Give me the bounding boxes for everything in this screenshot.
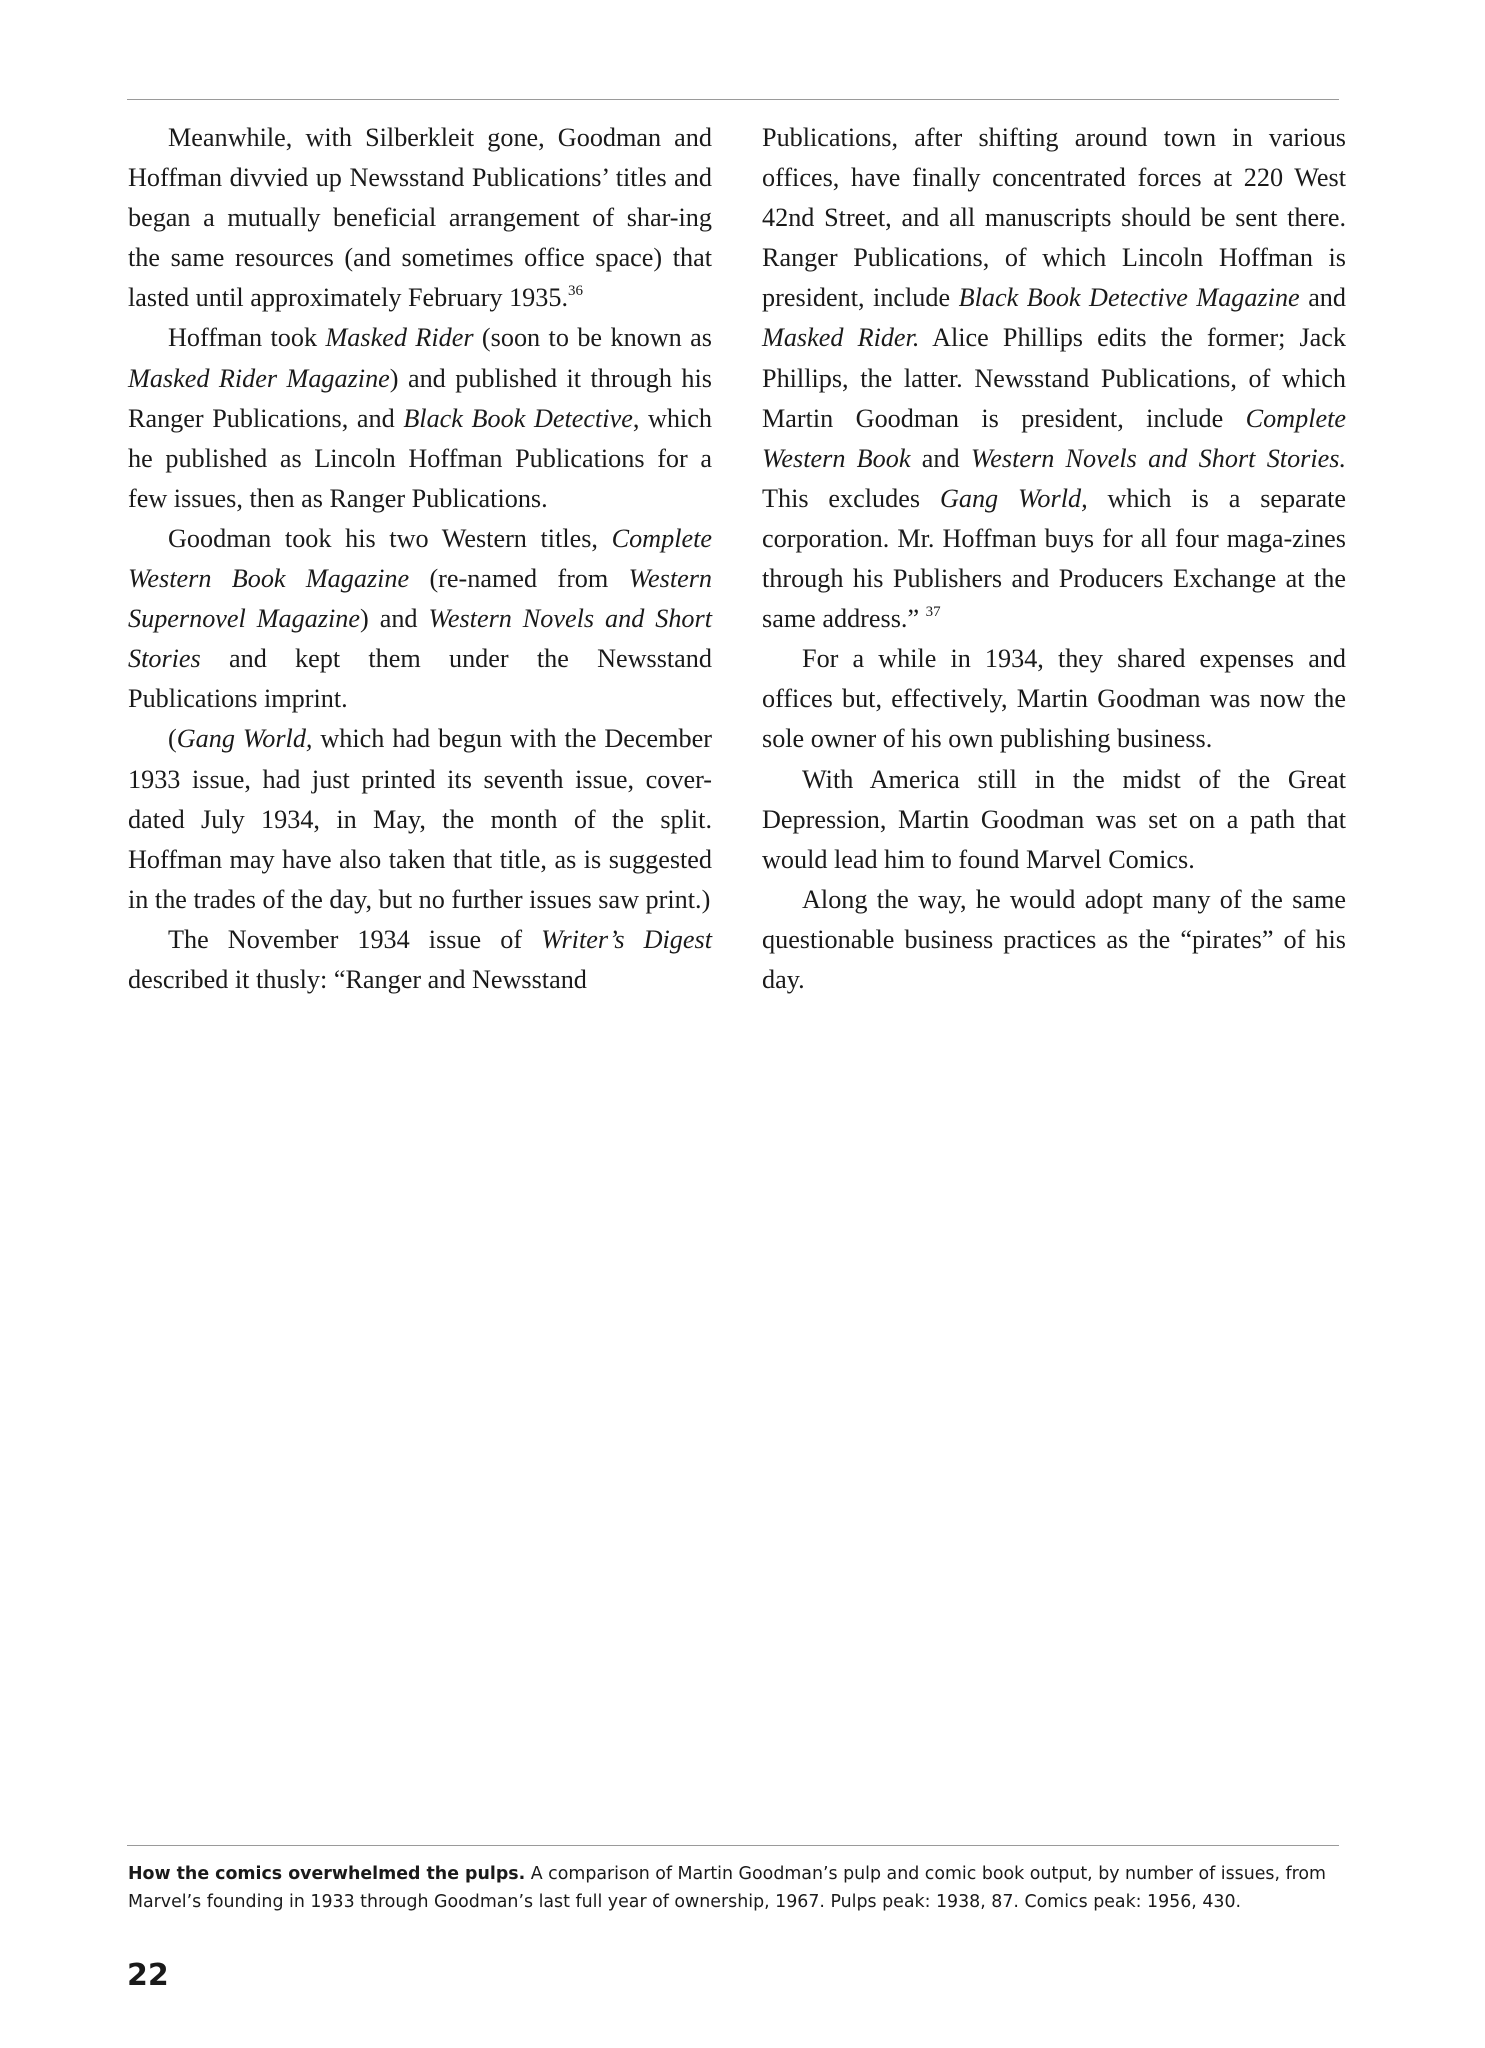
footnote-marker: 36 (568, 283, 583, 300)
caption-title: How the comics overwhelmed the pulps. (128, 1864, 526, 1884)
text-run: Alice Phillips edits the former; Jack Phillips, the latter. Newsstand Publications, of which Martin Goodman is president, include (762, 323, 1347, 433)
text-run: Goodman took his two Western titles, (168, 523, 612, 553)
body-paragraph (762, 880, 1346, 1000)
text-run: ) and (360, 604, 429, 634)
italic-title: Complete Western Book Magazine (128, 523, 712, 594)
text-run: described it thusly: “Ranger and Newsstand (128, 964, 587, 994)
caption-text: A comparison of Martin Goodman’s pulp and comic book output, by number of issues, from Marvel’s founding in 1933 through Goodman’s last full year of ownership, 1967. Pulps peak: 1938, 87. Comics peak: 1956, 430. (128, 1864, 1327, 1912)
body-paragraph (128, 318, 712, 518)
text-run: and (1299, 283, 1346, 313)
page-number: 22 (127, 1958, 169, 1993)
caption-rule (127, 1845, 1339, 1846)
italic-title: Gang World, (176, 724, 313, 754)
footnote-marker: 37 (925, 604, 941, 621)
text-run: Meanwhile, with Silberkleit gone, Goodman and Hoffman divvied up Newsstand Publications’ titles and began a mutually beneficial arrangement of shar-ing the same resources (and sometimes office space) that lasted until approximately February 1935. (128, 123, 712, 313)
italic-title: Masked Rider Magazine (128, 363, 390, 393)
text-run: This excludes (762, 483, 940, 513)
italic-title: Complete Western Book (762, 403, 1346, 473)
body-paragraph (128, 920, 712, 1000)
text-run: The November 1934 issue of (168, 924, 542, 954)
right-column (762, 118, 1346, 1000)
italic-title: Gang World, (939, 483, 1088, 513)
text-run: Publications, after shifting around town in various offices, have finally concentrated forces at 220 West 42nd Street, and all manuscripts should be sent there. Ranger Publications, of which Lincoln Hoffman is president, include (762, 123, 1346, 313)
italic-title: Masked Rider. (762, 323, 920, 353)
italic-title: Writer’s Digest (541, 924, 712, 954)
text-run: ) and published it through his Ranger Publications, and (128, 363, 712, 433)
body-paragraph (128, 519, 712, 719)
text-run: Hoffman took (168, 323, 326, 353)
body-paragraph (762, 118, 1346, 639)
text-run: and kept them under the Newsstand Publications imprint. (128, 644, 712, 714)
text-run: which is a separate corporation. Mr. Hoffman buys for all four maga-zines through his Publishers and Producers Exchange at the same address.” (762, 483, 1346, 634)
text-run: For a while in 1934, they shared expenses and offices but, effectively, Martin Goodman was now the sole owner of his own publishing business. (762, 644, 1346, 754)
text-run: (soon to be known as (473, 323, 712, 353)
italic-title: Western Novels and Short Stories (128, 604, 712, 674)
figure-caption (128, 1860, 1342, 1916)
italic-title: Western Supernovel Magazine (128, 564, 713, 634)
body-paragraph (128, 719, 712, 919)
text-run: ( (168, 724, 177, 754)
body-paragraph (762, 760, 1346, 880)
top-rule (127, 99, 1339, 100)
text-run: (re-named from (409, 564, 629, 594)
italic-title: Black Book Detective Magazine (958, 283, 1300, 313)
italic-title: Black Book Detective (403, 403, 633, 433)
text-run: Along the way, he would adopt many of the same questionable business practices as the “pirates” of his day. (762, 884, 1346, 994)
italic-title: Western Novels and Short Stories. (970, 443, 1346, 473)
text-run: With America still in the midst of the Great Depression, Martin Goodman was set on a path that would lead him to found Marvel Comics. (762, 764, 1346, 874)
body-paragraph (128, 118, 712, 318)
italic-title: Masked Rider (325, 323, 474, 353)
body-paragraph (762, 639, 1346, 759)
text-run: and (910, 443, 971, 473)
left-column (128, 118, 712, 1000)
text-run: , which he published as Lincoln Hoffman Publications for a few issues, then as Ranger Publications. (128, 403, 712, 513)
text-run: which had begun with the December 1933 issue, had just printed its seventh issue, cover-dated July 1934, in May, the month of the split. Hoffman may have also taken that title, as is suggested in the trades of the day, but no further issues saw print.) (128, 724, 712, 914)
